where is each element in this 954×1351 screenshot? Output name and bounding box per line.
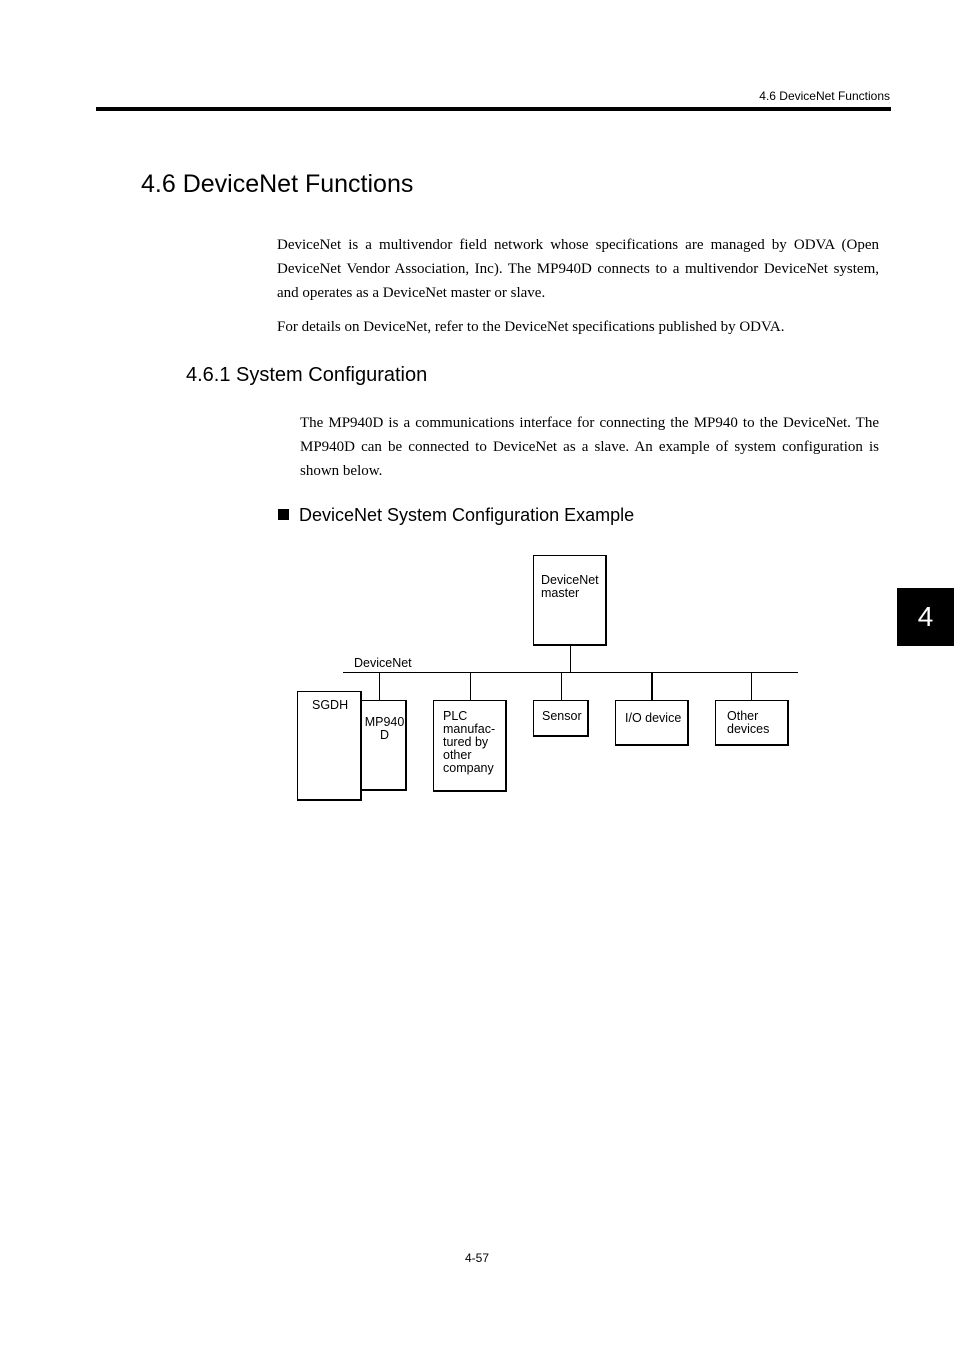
chapter-tab: 4 xyxy=(897,588,954,646)
intro-paragraph: DeviceNet is a multivendor field network whose specifications are managed by ODVA (Open DeviceNet Vendor Association, Inc). The MP940D connects to a multivendor DeviceNet system, and operates as a DeviceNet master or slave. xyxy=(277,237,879,301)
mp940d-label-line1: MP940 xyxy=(364,715,405,729)
plc-box xyxy=(433,700,507,792)
sgdh-box xyxy=(297,691,362,801)
plc-label-line3: tured by xyxy=(443,735,489,749)
plc-drop-line xyxy=(470,673,471,700)
section-title: 4.6 DeviceNet Functions xyxy=(141,170,414,198)
running-header: 4.6 DeviceNet Functions xyxy=(759,89,890,103)
sensor-drop-line xyxy=(561,673,562,700)
mp940d-label-line2: D xyxy=(379,728,390,742)
plc-label-line5: company xyxy=(443,761,494,775)
devicenet-master-box xyxy=(533,555,607,646)
io-device-box xyxy=(615,700,689,746)
other-devices-label-line2: devices xyxy=(727,722,770,736)
master-drop-line xyxy=(570,646,571,673)
subsection-title: 4.6.1 System Configuration xyxy=(186,364,428,386)
sensor-box xyxy=(533,700,589,737)
devicenet-bus-line xyxy=(343,672,798,673)
devicenet-bus-label: DeviceNet xyxy=(354,656,412,670)
other-devices-drop-line xyxy=(751,673,752,700)
other-devices-box xyxy=(715,700,789,746)
io-device-drop-line xyxy=(651,673,653,700)
master-label-line2: master xyxy=(541,586,580,600)
devicenet-diagram xyxy=(290,550,810,810)
header-rule xyxy=(96,107,891,111)
sgdh-label: SGDH xyxy=(312,698,349,712)
plc-label-line4: other xyxy=(443,748,472,762)
plc-label-line2: manufac- xyxy=(443,722,496,736)
other-devices-label-line1: Other xyxy=(727,709,759,723)
master-label-line1: DeviceNet xyxy=(541,573,599,587)
plc-label-line1: PLC xyxy=(443,709,468,723)
sensor-label: Sensor xyxy=(542,709,582,723)
mp940d-drop-line xyxy=(379,673,380,700)
figure-title xyxy=(278,505,634,526)
figure-title-text: DeviceNet System Configuration Example xyxy=(299,505,635,525)
page-number: 4-57 xyxy=(464,1251,490,1265)
reference-paragraph: For details on DeviceNet, refer to the DeviceNet specifications published by ODVA. xyxy=(277,319,785,335)
subsection-paragraph: The MP940D is a communications interface for connecting the MP940 to the DeviceNet. The MP940D can be connected to DeviceNet as a slave. An example of system configuration is shown below. xyxy=(300,415,879,479)
io-device-label: I/O device xyxy=(625,711,682,725)
square-bullet-icon xyxy=(278,509,289,520)
